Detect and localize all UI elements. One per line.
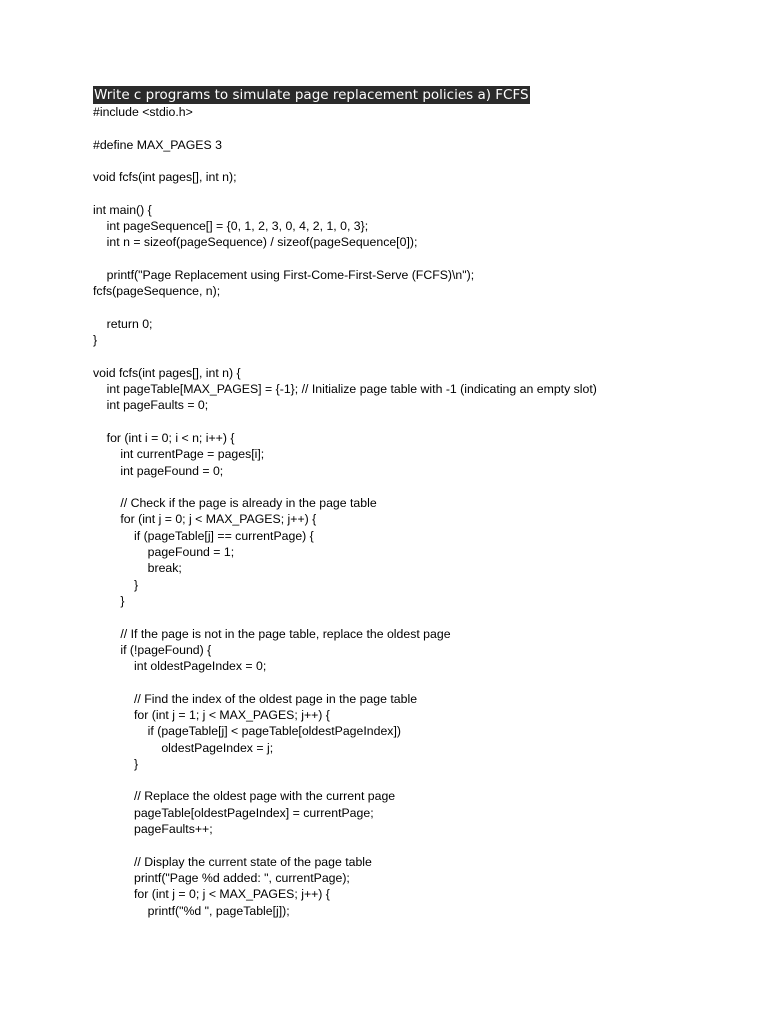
- heading-row: [93, 86, 753, 104]
- code-line: pageFound = 1;: [93, 545, 235, 560]
- code-line: for (int j = 1; j < MAX_PAGES; j++) {: [93, 707, 330, 722]
- code-line: // If the page is not in the page table, replace the oldest page: [93, 626, 451, 641]
- code-line: int pageSequence[] = {0, 1, 2, 3, 0, 4, 2, 1, 0, 3};: [93, 219, 369, 234]
- code-line: #define MAX_PAGES 3: [93, 137, 222, 152]
- code-line: void fcfs(int pages[], int n);: [93, 170, 237, 185]
- code-line: int n = sizeof(pageSequence) / sizeof(pageSequence[0]);: [93, 235, 418, 250]
- code-line: printf("Page Replacement using First-Come-First-Serve (FCFS)\n");: [93, 267, 475, 282]
- code-line: [93, 772, 753, 788]
- code-line: [93, 120, 753, 136]
- code-line: return 0;: [93, 316, 153, 331]
- code-line: int pageTable[MAX_PAGES] = {-1}; // Initialize page table with -1 (indicating an empty slot): [93, 382, 597, 397]
- code-line: [93, 479, 753, 495]
- code-line: int pageFound = 0;: [93, 463, 224, 478]
- code-line: break;: [93, 561, 182, 576]
- code-line: int pageFaults = 0;: [93, 398, 209, 413]
- code-line: [93, 251, 753, 267]
- code-line: for (int i = 0; i < n; i++) {: [93, 430, 235, 445]
- code-line: [93, 674, 753, 690]
- code-line: printf("%d ", pageTable[j]);: [93, 903, 290, 918]
- code-line: if (pageTable[j] == currentPage) {: [93, 528, 314, 543]
- document-body: [93, 86, 753, 919]
- code-line: if (pageTable[j] < pageTable[oldestPageIndex]): [93, 724, 401, 739]
- code-line: int main() {: [93, 202, 152, 217]
- code-line: }: [93, 577, 139, 592]
- code-block: [93, 104, 753, 919]
- code-line: }: [93, 593, 125, 608]
- code-line: [93, 609, 753, 625]
- code-line: }: [93, 333, 98, 348]
- code-line: oldestPageIndex = j;: [93, 740, 274, 755]
- code-line: // Display the current state of the page table: [93, 854, 372, 869]
- code-line: }: [93, 756, 139, 771]
- code-line: // Find the index of the oldest page in the page table: [93, 691, 418, 706]
- code-line: [93, 348, 753, 364]
- code-line: [93, 185, 753, 201]
- code-line: #include <stdio.h>: [93, 105, 193, 119]
- selected-heading[interactable]: Write c programs to simulate page replacement policies a) FCFS: [94, 87, 529, 103]
- code-line: [93, 414, 753, 430]
- code-line: for (int j = 0; j < MAX_PAGES; j++) {: [93, 887, 330, 902]
- code-line: for (int j = 0; j < MAX_PAGES; j++) {: [93, 512, 317, 527]
- code-line: [93, 153, 753, 169]
- code-line: [93, 300, 753, 316]
- code-line: // Check if the page is already in the page table: [93, 496, 377, 511]
- code-line: pageFaults++;: [93, 822, 213, 837]
- code-line: [93, 837, 753, 853]
- code-line: printf("Page %d added: ", currentPage);: [93, 870, 350, 885]
- code-line: // Replace the oldest page with the current page: [93, 789, 396, 804]
- code-line: fcfs(pageSequence, n);: [93, 284, 221, 299]
- code-line: pageTable[oldestPageIndex] = currentPage;: [93, 805, 374, 820]
- code-line: int oldestPageIndex = 0;: [93, 659, 267, 674]
- code-line: int currentPage = pages[i];: [93, 447, 265, 462]
- code-line: if (!pageFound) {: [93, 642, 212, 657]
- code-line: void fcfs(int pages[], int n) {: [93, 365, 241, 380]
